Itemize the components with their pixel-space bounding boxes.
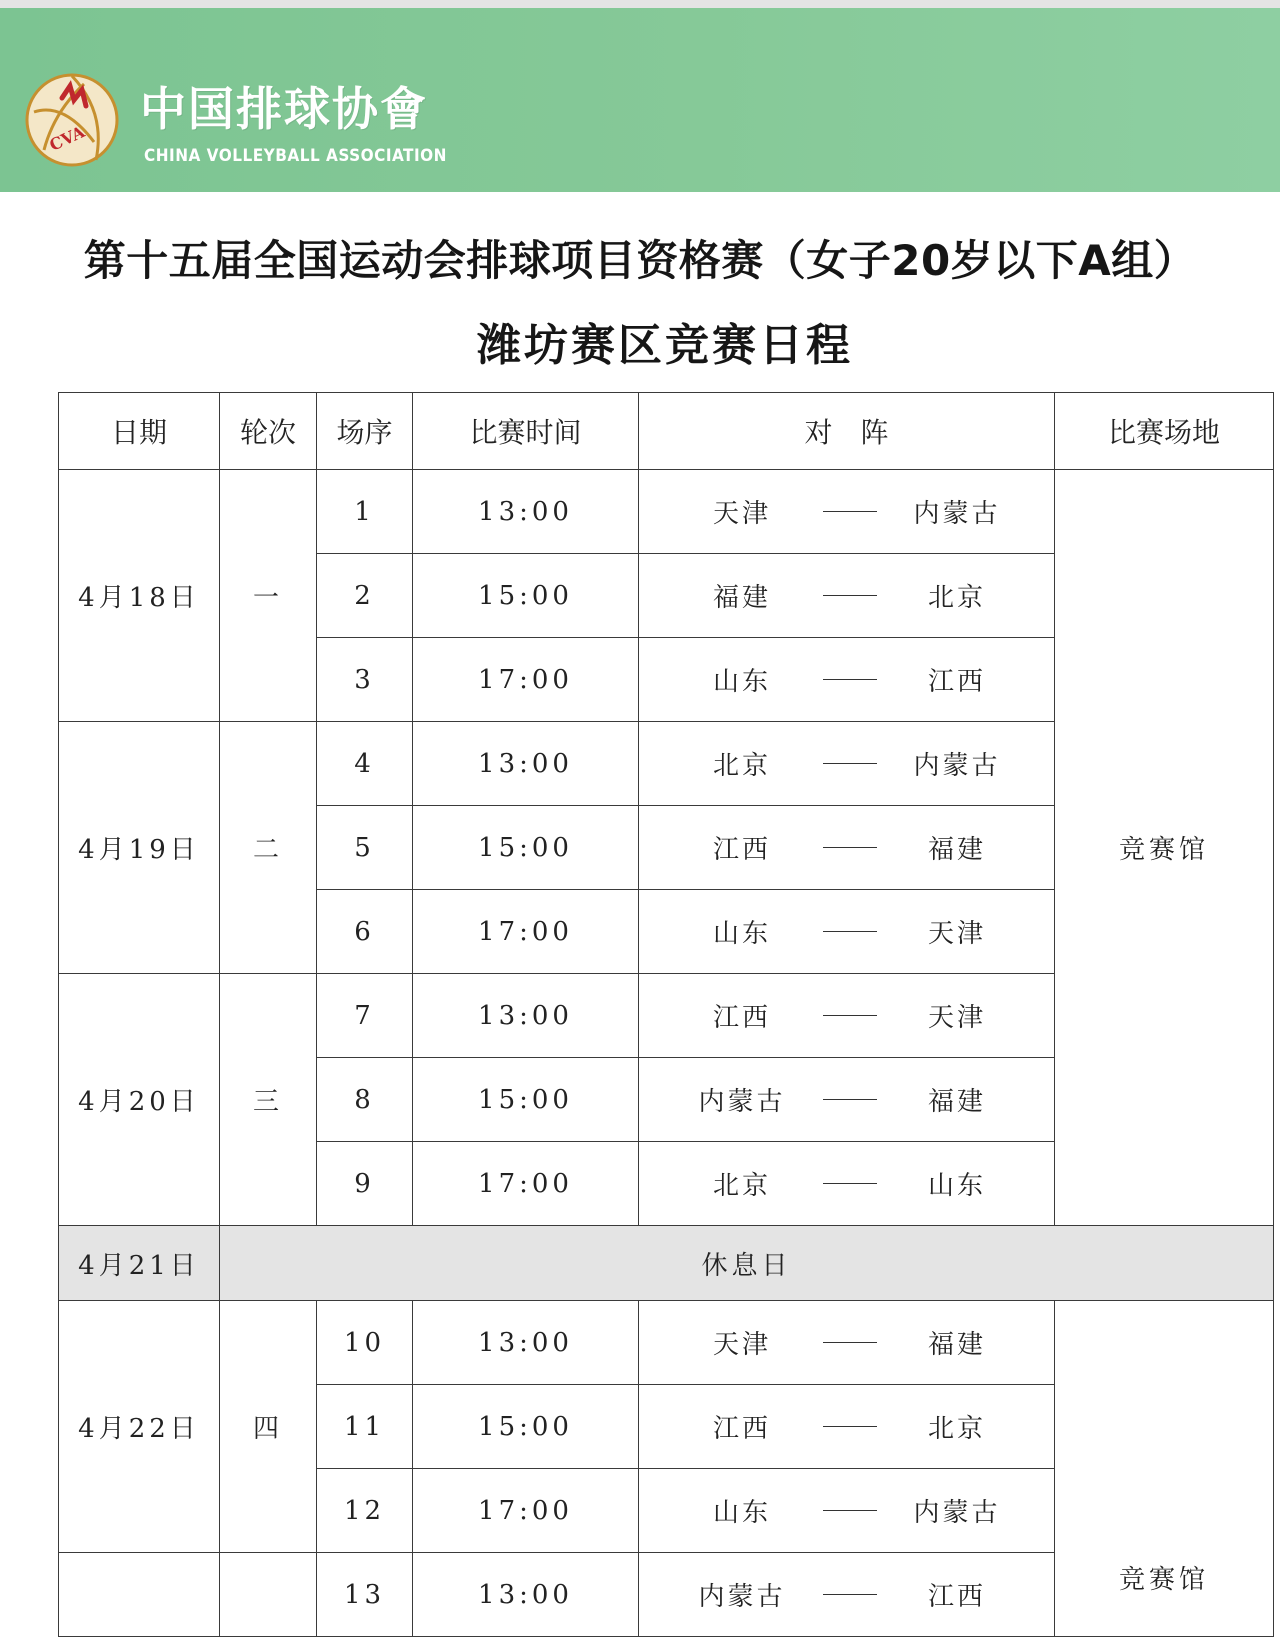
home-team: 江西 <box>712 835 771 865</box>
home-team: 山东 <box>712 1498 771 1528</box>
header-matchup: 对 阵 <box>639 393 1055 470</box>
matchup-cell <box>639 974 1055 1058</box>
vs-dash <box>823 1183 877 1184</box>
time-cell: 13:00 <box>413 1301 639 1385</box>
order-cell: 4 <box>317 722 413 806</box>
time-cell: 17:00 <box>413 1469 639 1553</box>
matchup-cell <box>639 1142 1055 1226</box>
matchup-cell <box>639 1301 1055 1385</box>
order-cell: 10 <box>317 1301 413 1385</box>
document-title: 第十五届全国运动会排球项目资格赛（女子20岁以下A组） <box>83 236 1197 285</box>
date-cell: 4月19日 <box>59 722 220 974</box>
table-row <box>59 1301 1274 1385</box>
vs-dash <box>823 847 877 848</box>
venue-label: 竞赛馆 <box>1118 1565 1209 1595</box>
date-cell: 4月18日 <box>59 470 220 722</box>
header-order: 场序 <box>317 393 413 470</box>
date-cell <box>59 1553 220 1637</box>
round-cell: 一 <box>220 470 317 722</box>
document-subtitle: 潍坊赛区竞赛日程 <box>477 320 853 371</box>
away-team: 内蒙古 <box>913 1498 1001 1528</box>
header-time: 比赛时间 <box>413 393 639 470</box>
away-team: 天津 <box>927 1003 986 1033</box>
vs-dash <box>823 1510 877 1511</box>
date-cell: 4月21日 <box>59 1226 220 1301</box>
matchup-cell <box>639 1469 1055 1553</box>
order-cell: 6 <box>317 890 413 974</box>
round-cell: 四 <box>220 1301 317 1553</box>
away-team: 北京 <box>927 583 986 613</box>
table-header-row <box>59 393 1274 470</box>
vs-dash <box>823 1015 877 1016</box>
vs-dash <box>823 595 877 596</box>
vs-dash <box>823 1342 877 1343</box>
order-cell: 2 <box>317 554 413 638</box>
round-cell <box>220 1553 317 1637</box>
matchup-cell <box>639 554 1055 638</box>
cva-volleyball-logo-icon <box>24 72 120 168</box>
schedule-table <box>58 392 1274 1637</box>
time-cell: 15:00 <box>413 806 639 890</box>
round-cell: 二 <box>220 722 317 974</box>
vs-dash <box>823 511 877 512</box>
away-team: 福建 <box>927 1087 986 1117</box>
order-cell: 5 <box>317 806 413 890</box>
matchup-cell <box>639 890 1055 974</box>
time-cell: 17:00 <box>413 638 639 722</box>
org-name-cn: 中国排球协會 <box>140 82 428 136</box>
vs-dash <box>823 1426 877 1427</box>
rest-day-label: 休息日 <box>220 1226 1274 1301</box>
away-team: 内蒙古 <box>913 751 1001 781</box>
order-cell: 9 <box>317 1142 413 1226</box>
time-cell: 13:00 <box>413 722 639 806</box>
venue-cell <box>1055 1301 1274 1637</box>
time-cell: 13:00 <box>413 974 639 1058</box>
time-cell: 15:00 <box>413 1385 639 1469</box>
home-team: 天津 <box>712 499 771 529</box>
venue-cell: 竞赛馆 <box>1055 470 1274 1226</box>
matchup-cell <box>639 1385 1055 1469</box>
home-team: 江西 <box>712 1414 771 1444</box>
vs-dash <box>823 1099 877 1100</box>
home-team: 内蒙古 <box>698 1087 786 1117</box>
away-team: 福建 <box>927 1330 986 1360</box>
away-team: 江西 <box>927 667 986 697</box>
home-team: 山东 <box>712 667 771 697</box>
order-cell: 11 <box>317 1385 413 1469</box>
home-team: 北京 <box>712 751 771 781</box>
time-cell: 17:00 <box>413 890 639 974</box>
home-team: 江西 <box>712 1003 771 1033</box>
home-team: 天津 <box>712 1330 771 1360</box>
away-team: 江西 <box>927 1582 986 1612</box>
order-cell: 3 <box>317 638 413 722</box>
date-cell: 4月22日 <box>59 1301 220 1553</box>
vs-dash <box>823 1594 877 1595</box>
time-cell: 13:00 <box>413 1553 639 1637</box>
time-cell: 17:00 <box>413 1142 639 1226</box>
matchup-cell <box>639 1553 1055 1637</box>
header-date: 日期 <box>59 393 220 470</box>
vs-dash <box>823 931 877 932</box>
order-cell: 12 <box>317 1469 413 1553</box>
order-cell: 8 <box>317 1058 413 1142</box>
away-team: 北京 <box>927 1414 986 1444</box>
home-team: 福建 <box>712 583 771 613</box>
time-cell: 15:00 <box>413 1058 639 1142</box>
away-team: 山东 <box>927 1171 986 1201</box>
order-cell: 13 <box>317 1553 413 1637</box>
date-cell: 4月20日 <box>59 974 220 1226</box>
vs-dash <box>823 763 877 764</box>
away-team: 天津 <box>927 919 986 949</box>
time-cell: 15:00 <box>413 554 639 638</box>
header-round: 轮次 <box>220 393 317 470</box>
svg-text:CVA: CVA <box>46 122 88 155</box>
org-name-en: CHINA VOLLEYBALL ASSOCIATION <box>144 146 447 166</box>
round-cell: 三 <box>220 974 317 1226</box>
matchup-cell <box>639 1058 1055 1142</box>
home-team: 山东 <box>712 919 771 949</box>
matchup-cell <box>639 722 1055 806</box>
rest-day-row <box>59 1226 1274 1301</box>
order-cell: 7 <box>317 974 413 1058</box>
home-team: 北京 <box>712 1171 771 1201</box>
home-team: 内蒙古 <box>698 1582 786 1612</box>
header-venue: 比赛场地 <box>1055 393 1274 470</box>
matchup-cell <box>639 470 1055 554</box>
vs-dash <box>823 679 877 680</box>
header-banner <box>0 0 1280 192</box>
order-cell: 1 <box>317 470 413 554</box>
table-row <box>59 470 1274 554</box>
time-cell: 13:00 <box>413 470 639 554</box>
matchup-cell <box>639 806 1055 890</box>
away-team: 福建 <box>927 835 986 865</box>
away-team: 内蒙古 <box>913 499 1001 529</box>
matchup-cell <box>639 638 1055 722</box>
